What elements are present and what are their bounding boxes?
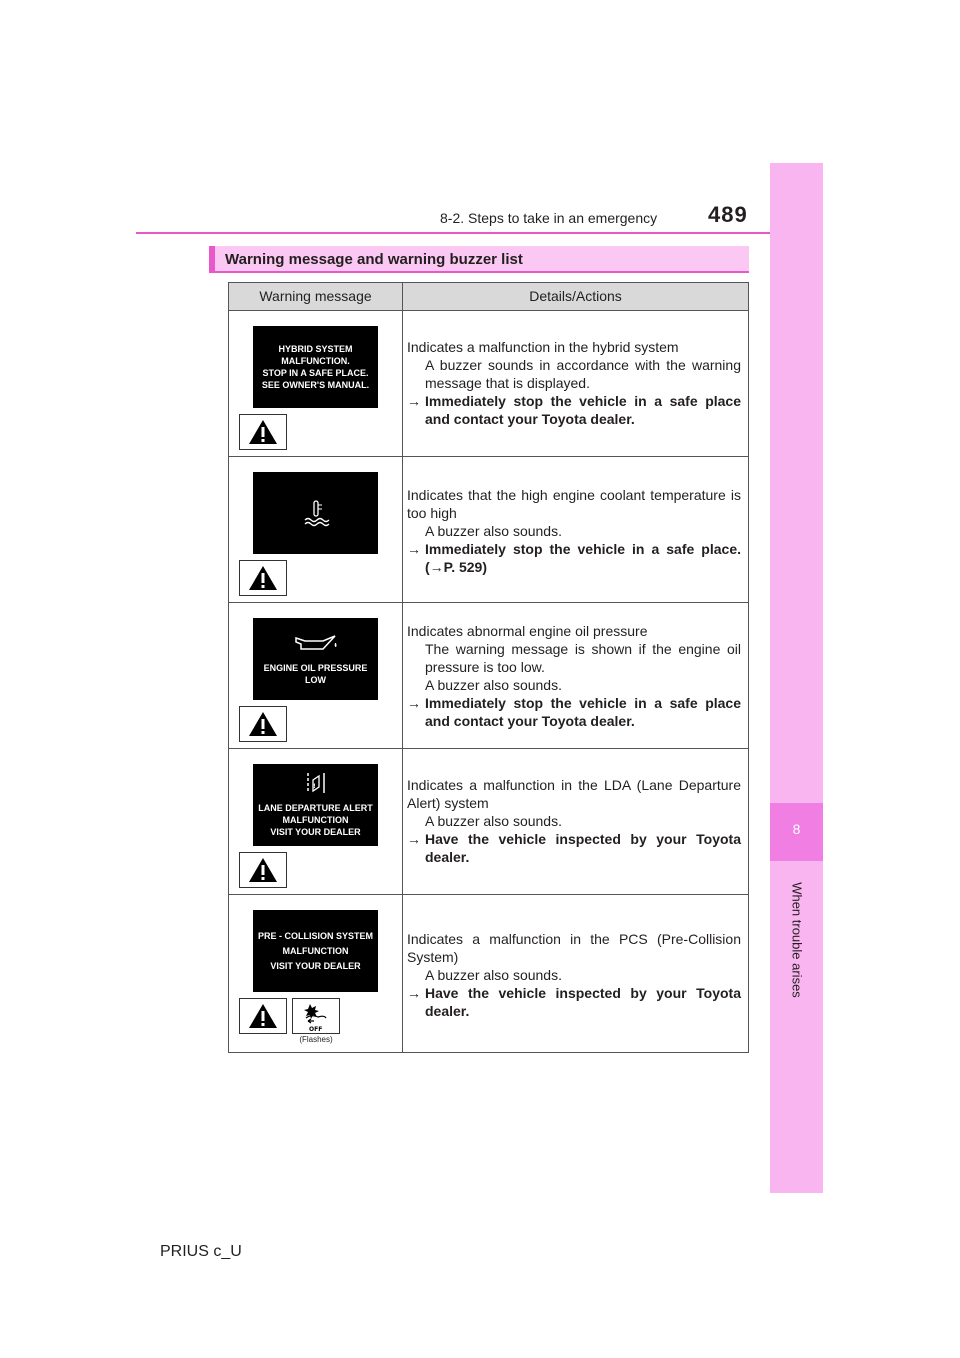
section-title: 8-2. Steps to take in an emergency [440,210,658,226]
action-text [407,392,741,428]
warning-table [228,282,749,1053]
table-row [229,895,748,1052]
display-line: SEE OWNER'S MANUAL. [261,380,370,390]
arrow-icon: → [407,541,421,557]
column-header-details: Details/Actions [529,288,622,304]
action-label: Have the vehicle inspected by your Toyota dealer. [425,985,741,1019]
action-text [407,540,741,576]
display-line: PRE - COLLISION SYSTEM [257,930,373,941]
row-details [407,338,741,428]
warning-message-display [253,472,378,554]
row-details [407,486,741,576]
note-text: A buzzer also sounds. [425,523,562,539]
note-text: A buzzer also sounds. [425,967,562,983]
display-line: HYBRID SYSTEM MALFUNCTION. [278,344,353,366]
oil-pressure-icon [293,632,339,654]
coolant-temperature-icon [301,498,331,528]
table-row [229,311,748,457]
arrow-icon: → [407,393,421,409]
note-text: A buzzer also sounds. [425,677,562,693]
action-label: Immediately stop the vehicle in a safe place and contact your Toyota dealer. [425,695,741,729]
arrow-icon: → [407,985,421,1001]
action-label: Immediately stop the vehicle in a safe place. (→P. 529) [425,541,741,575]
row-details [407,622,741,730]
master-warning-icon [239,852,287,888]
indicates-text: Indicates a malfunction in the PCS (Pre-Collision System) [407,931,741,965]
indicates-text: Indicates a malfunction in the hybrid system [407,339,679,355]
column-header-warning-message: Warning message [259,288,372,304]
section-heading-text: Warning message and warning buzzer list [225,251,523,268]
note-text: A buzzer sounds in accordance with the warning message that is displayed. [425,357,741,391]
table-row [229,457,748,603]
arrow-icon: → [407,695,421,711]
master-warning-icon [239,414,287,450]
table-header [229,283,748,311]
action-label: Have the vehicle inspected by your Toyota dealer. [425,831,741,865]
action-text [407,984,741,1020]
section-heading [209,246,749,273]
master-warning-icon [239,998,287,1034]
display-line: MALFUNCTION [282,815,349,825]
chapter-tab [770,163,823,1193]
display-line: MALFUNCTION [282,945,349,956]
note-text: The warning message is shown if the engine oil pressure is too low. [425,641,741,675]
table-row [229,749,748,895]
display-line: VISIT YOUR DEALER [270,827,361,837]
warning-message-display [253,618,378,700]
indicates-text: Indicates abnormal engine oil pressure [407,623,648,639]
page-number: 489 [708,202,748,227]
chapter-title [770,870,823,1010]
action-label: Immediately stop the vehicle in a safe place and contact your Toyota dealer. [425,393,741,427]
chapter-title-text: When trouble arises [789,882,804,998]
warning-message-display [253,764,378,846]
master-warning-icon [239,706,287,742]
action-text [407,694,741,730]
display-line: ENGINE OIL PRESSURE LOW [263,663,368,685]
lane-departure-icon [304,772,328,794]
action-text [407,830,741,866]
footer-model: PRIUS c_U [160,1243,242,1260]
table-row [229,603,748,749]
display-line: VISIT YOUR DEALER [270,960,361,971]
flashes-caption: (Flashes) [299,1035,333,1044]
warning-message-display [253,910,378,992]
svg-text:!: ! [312,783,316,790]
row-details [407,930,741,1020]
indicates-text: Indicates a malfunction in the LDA (Lane Departure Alert) system [407,777,741,811]
arrow-icon: → [407,831,421,847]
indicates-text: Indicates that the high engine coolant temperature is too high [407,487,741,521]
master-warning-icon [239,560,287,596]
display-line: LANE DEPARTURE ALERT [258,803,373,813]
row-details [407,776,741,866]
note-text: A buzzer also sounds. [425,813,562,829]
pcs-off-label: OFF [309,1026,323,1032]
chapter-number: 8 [792,821,801,837]
pcs-off-icon [292,998,340,1034]
header-rule [136,232,822,234]
warning-message-display [253,326,378,408]
display-line: STOP IN A SAFE PLACE. [262,368,369,378]
